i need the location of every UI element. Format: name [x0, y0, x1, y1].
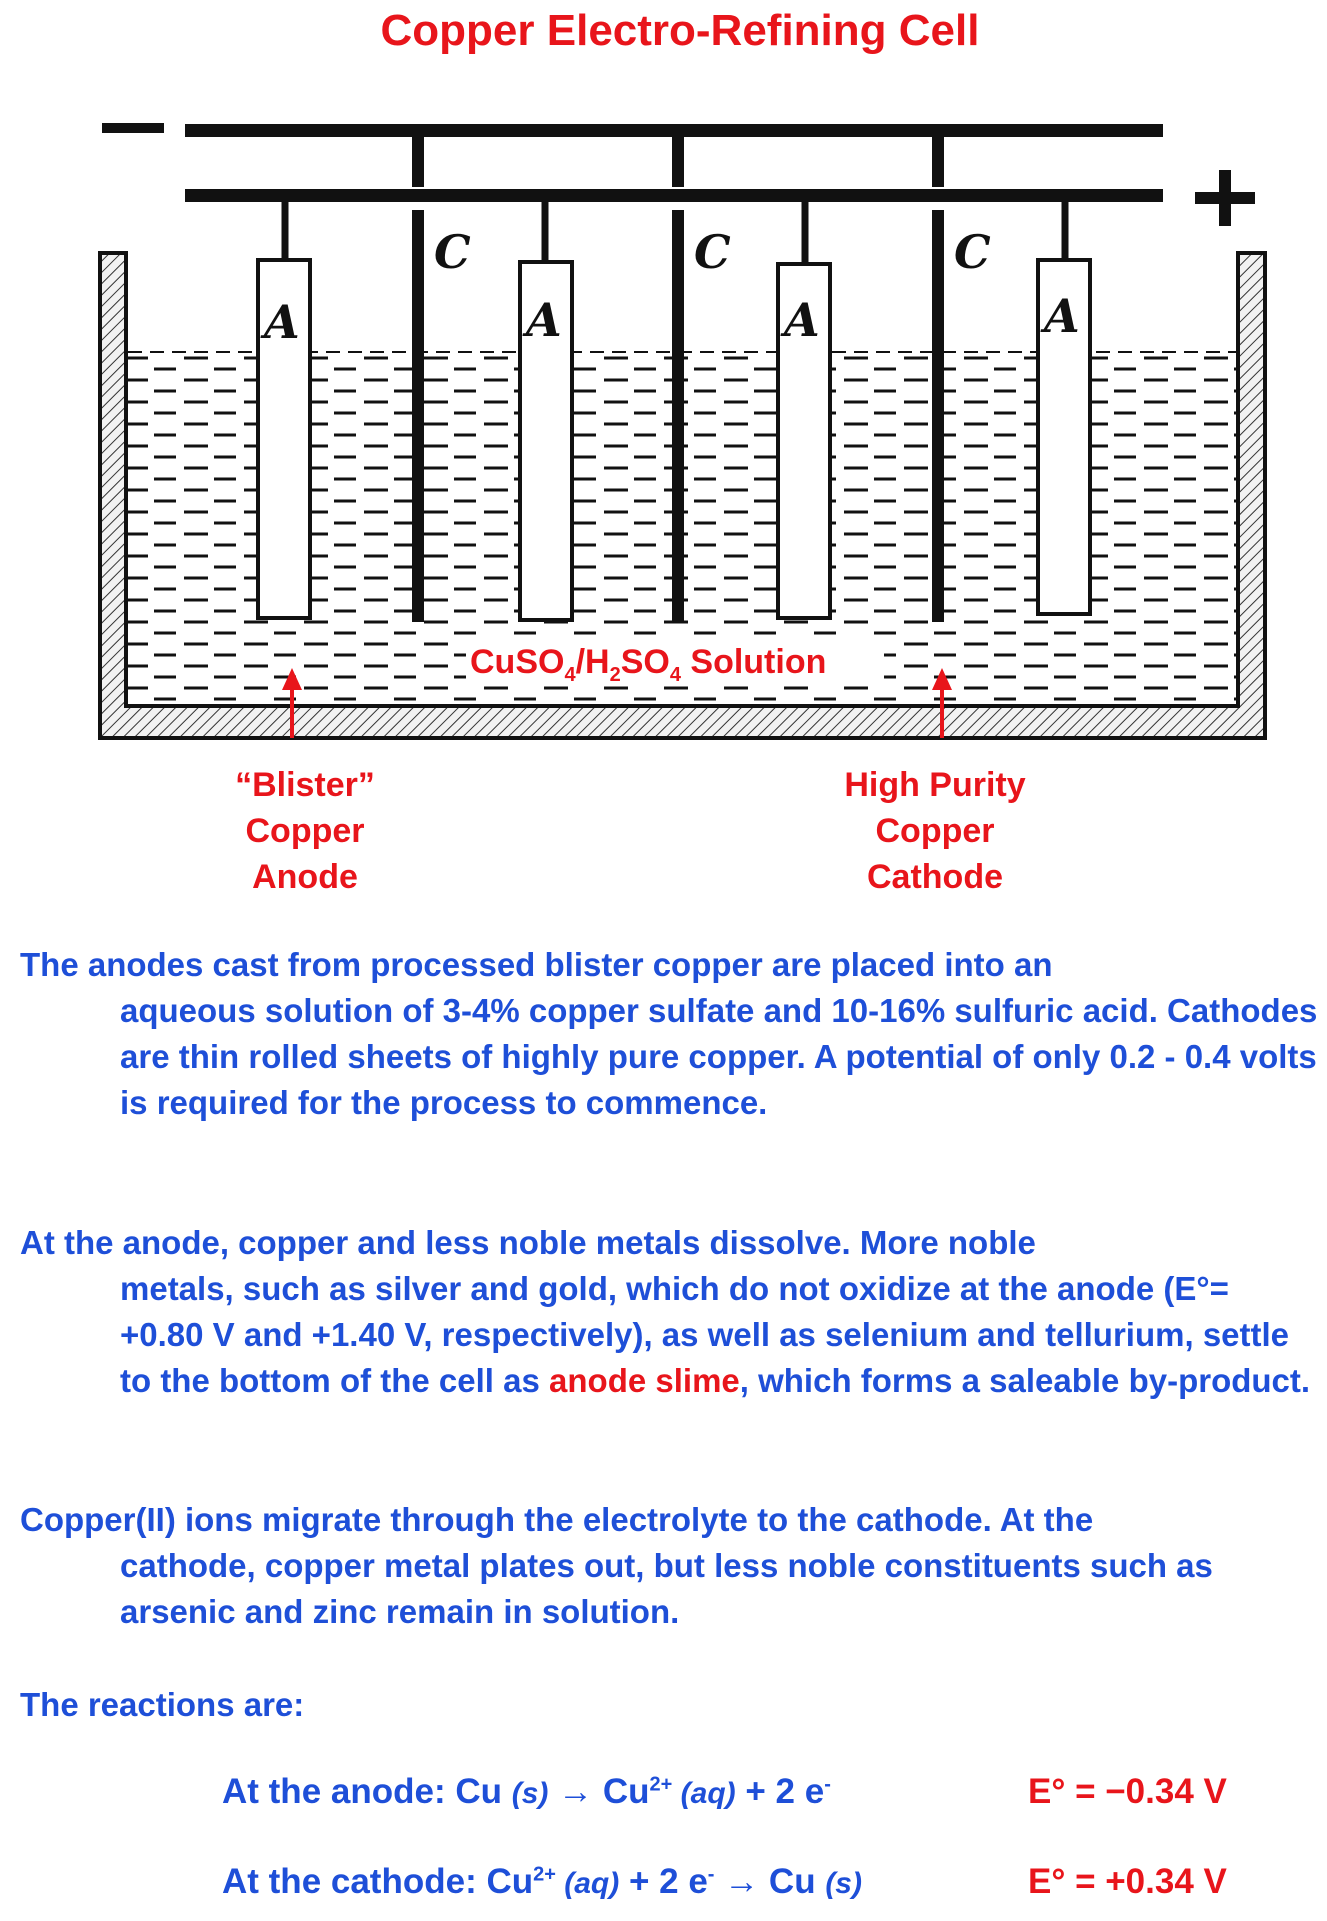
anode-reaction: At the anode: Cu $(s) \to Cu^{2+}$ (aq) + 2 e-	[222, 1772, 831, 1811]
anode-callout: “Blister” Copper Anode	[235, 766, 375, 896]
cathode-callout: High Purity Copper Cathode	[844, 766, 1026, 896]
cathode-label: C	[434, 225, 471, 279]
anode-label: A	[784, 293, 820, 347]
solution-label: $CuSO_4/H_2SO_4$ Solution	[470, 643, 827, 686]
paragraph-anodes: The anodes cast from processed blister copper are placed into an aqueous solution of 3-4% copper sulfate and 10-16% sulfuric acid. Cathodes are thin rolled sheets of highly pure copper. A potential of only 0.2 - 0.4 volts is required for the process to commence.	[20, 946, 1318, 1121]
anode-slime-highlight: anode slime	[549, 1362, 740, 1399]
cathode-reaction: At the cathode: $Cu^{2+}$ (aq) + 2 e- → Cu (s)	[222, 1862, 862, 1901]
page-title: Copper Electro-Refining Cell	[380, 6, 980, 55]
electrolysis-cell-diagram	[0, 0, 1327, 760]
cathode-potential: E° = +0.34 V	[1028, 1862, 1227, 1901]
anode-potential: E° = −0.34 V	[1028, 1772, 1227, 1811]
anode-label: A	[1044, 289, 1080, 343]
cathode-label: C	[954, 225, 991, 279]
paragraph-anode-reaction: At the anode, copper and less noble metals dissolve. More noble metals, such as silver and gold, which do not oxidize at the anode (E°= +0.80 V and +1.40 V, respectively), as well as selenium and tellurium, settle to the bottom of the cell as anode slime, which forms a saleable by-product.	[20, 1224, 1311, 1399]
reactions-heading: The reactions are:	[20, 1686, 305, 1723]
anode-label: A	[264, 295, 300, 349]
anode-label: A	[526, 293, 562, 347]
paragraph-cathode: Copper(II) ions migrate through the electrolyte to the cathode. At the cathode, copper metal plates out, but less noble constituents such as arsenic and zinc remain in solution.	[20, 1501, 1213, 1630]
cathode-label: C	[694, 225, 731, 279]
